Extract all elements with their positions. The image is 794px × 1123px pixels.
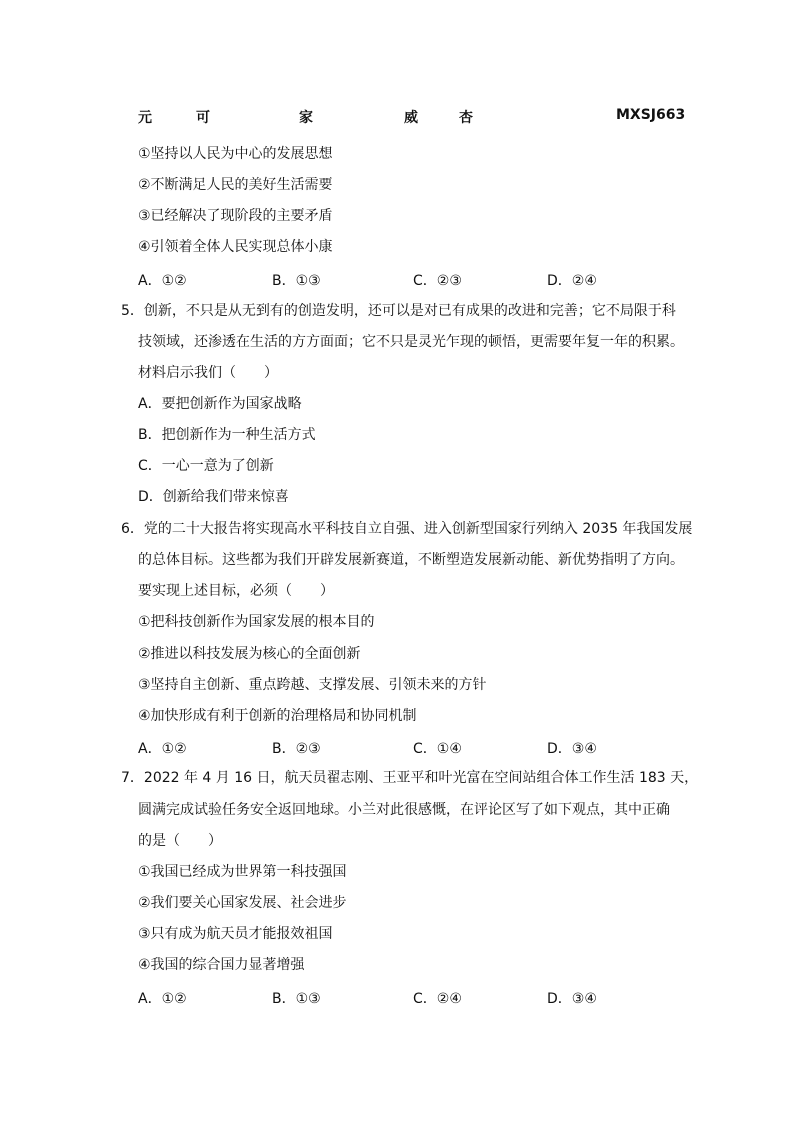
q7-options (138, 988, 618, 1006)
header-char-3: 家 (299, 110, 313, 126)
q5-stem-line-2: 技领域，还渗透在生活的方方面面；它不只是灵光乍现的顿悟，更需要年复一年的积累。 (138, 334, 684, 350)
q7-statement-1: ①我国已经成为世界第一科技强国 (138, 864, 347, 880)
q6-statement-2: ②推进以科技发展为核心的全面创新 (138, 646, 361, 662)
q7-option-c: C．②④ (413, 991, 462, 1007)
q6-option-a: A．①② (138, 741, 187, 757)
q4-options (138, 270, 618, 288)
q6-option-c: C．①④ (413, 741, 462, 757)
q5-option-a: A．要把创新作为国家战略 (138, 396, 302, 412)
q6-stem-line-2: 的总体目标。这些都为我们开辟发展新赛道，不断塑造发展新动能、新优势指明了方向。 (138, 552, 684, 568)
q5-stem-line-3: 材料启示我们（ ） (138, 365, 278, 381)
q4-option-b: B．①③ (272, 273, 321, 289)
q7-stem-line-3: 的是（ ） (138, 833, 222, 849)
q6-stem-line-3: 要实现上述目标，必须（ ） (138, 583, 334, 599)
q7-option-a: A．①② (138, 991, 187, 1007)
q5-option-c: C．一心一意为了创新 (138, 458, 274, 474)
q4-statement-1: ①坚持以人民为中心的发展思想 (138, 146, 333, 162)
header-code: MXSJ663 (616, 107, 686, 123)
q7-option-b: B．①③ (272, 991, 321, 1007)
header-char-1: 元 (138, 110, 152, 126)
q4-option-c: C．②③ (413, 273, 462, 289)
q6-statement-4: ④加快形成有利于创新的治理格局和协同机制 (138, 708, 417, 724)
q6-statement-1: ①把科技创新作为国家发展的根本目的 (138, 614, 375, 630)
q4-option-a: A．①② (138, 273, 187, 289)
q7-statement-2: ②我们要关心国家发展、社会进步 (138, 895, 347, 911)
header-char-5: 杏 (459, 110, 473, 126)
q5-option-b: B．把创新作为一种生活方式 (138, 427, 316, 443)
q7-statement-4: ④我国的综合国力显著增强 (138, 957, 305, 973)
q6-options (138, 738, 618, 756)
q5-stem-line-1: 5．创新，不只是从无到有的创造发明，还可以是对已有成果的改进和完善；它不局限于科 (121, 303, 676, 319)
q6-stem-line-1: 6．党的二十大报告将实现高水平科技自立自强、进入创新型国家行列纳入 2035 年我国发展 (121, 521, 693, 537)
q5-option-d: D．创新给我们带来惊喜 (138, 489, 289, 505)
q7-stem-line-1: 7．2022 年 4 月 16 日，航天员翟志刚、王亚平和叶光富在空间站组合体工作生活 183 天， (121, 770, 699, 786)
q4-option-d: D．②④ (547, 273, 597, 289)
q4-statement-4: ④引领着全体人民实现总体小康 (138, 239, 333, 255)
q6-option-d: D．③④ (547, 741, 597, 757)
q4-statement-2: ②不断满足人民的美好生活需要 (138, 177, 333, 193)
q7-option-d: D．③④ (547, 991, 597, 1007)
header-char-4: 威 (404, 110, 418, 126)
q6-option-b: B．②③ (272, 741, 321, 757)
q6-statement-3: ③坚持自主创新、重点跨越、支撑发展、引领未来的方针 (138, 677, 487, 693)
page-header (138, 107, 686, 127)
q7-statement-3: ③只有成为航天员才能报效祖国 (138, 926, 333, 942)
header-char-2: 可 (196, 110, 210, 126)
q7-stem-line-2: 圆满完成试验任务安全返回地球。小兰对此很感慨，在评论区写了如下观点，其中正确 (138, 802, 670, 818)
q4-statement-3: ③已经解决了现阶段的主要矛盾 (138, 208, 333, 224)
